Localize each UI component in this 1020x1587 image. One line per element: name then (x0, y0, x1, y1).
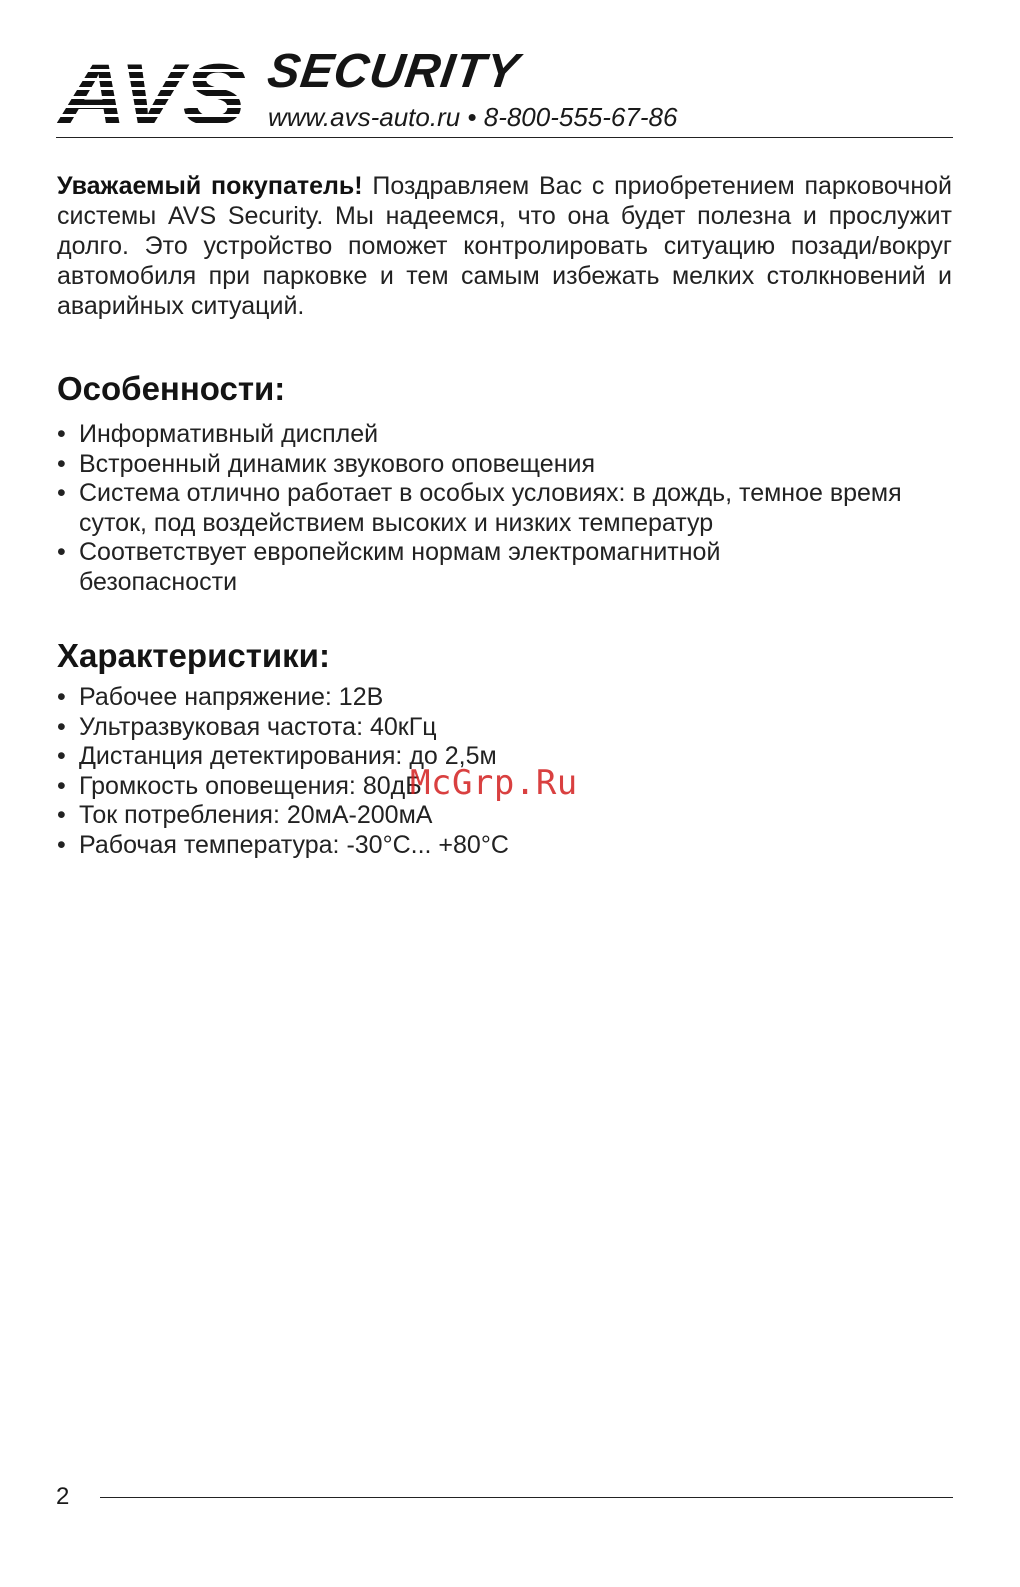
list-item: • Встроенный динамик звукового оповещения (57, 449, 596, 478)
specs-title: Характеристики: (57, 637, 330, 674)
bullet-icon: • (57, 449, 66, 478)
list-item: • Ток потребления: 20мА-200мА (57, 801, 433, 830)
watermark: McGrp.Ru (410, 763, 578, 803)
logo-text: AVS (56, 54, 246, 132)
list-item: • Рабочая температура: -30°С... +80°С (57, 830, 509, 859)
bullet-icon: • (57, 479, 66, 508)
list-item: • Ультразвуковая частота: 40кГц (57, 712, 437, 741)
bullet-icon: • (57, 683, 66, 711)
bullet-icon: • (57, 742, 66, 771)
bullet-icon: • (57, 420, 66, 448)
intro-text: Поздравляем Вас с приобретением парковочной системы AVS Security. Мы надеемся, что она будет полезна и прослужит долго. Это устройство поможет контролировать ситуацию позади/вокруг автомобиля при парковке и тем самым избежать мелких столкновений и аварийных ситуаций. (57, 172, 952, 320)
features-list (57, 420, 957, 598)
list-item: • Система отлично работает в особых условиях: в дождь, темное время суток, под воздействием высоких и низких температур (57, 479, 902, 537)
bullet-icon: • (57, 830, 66, 859)
bullet-icon: • (57, 801, 66, 830)
page-header (56, 45, 953, 140)
list-item: • Дистанция детектирования: до 2,5м (57, 742, 497, 771)
avs-logo (56, 54, 251, 132)
list-item: • Информативный дисплей (57, 420, 379, 448)
list-item: • Рабочее напряжение: 12В (57, 683, 384, 711)
contacts-line: www.avs-auto.ru • 8-800-555-67-86 (268, 102, 678, 132)
page-number: 2 (56, 1483, 70, 1510)
footer-divider (100, 1497, 953, 1498)
bullet-icon: • (57, 538, 66, 567)
bullet-icon: • (57, 712, 66, 741)
bullet-icon: • (57, 771, 66, 800)
header-divider (56, 137, 953, 138)
list-item: • Громкость оповещения: 80дБ (57, 771, 422, 800)
list-item: • Соответствует европейским нормам электромагнитной безопасности (57, 538, 721, 596)
brand-word: SECURITY (264, 45, 523, 98)
greeting: Уважаемый покупатель! (57, 172, 363, 200)
intro-paragraph (57, 171, 952, 321)
features-title: Особенности: (57, 370, 286, 407)
